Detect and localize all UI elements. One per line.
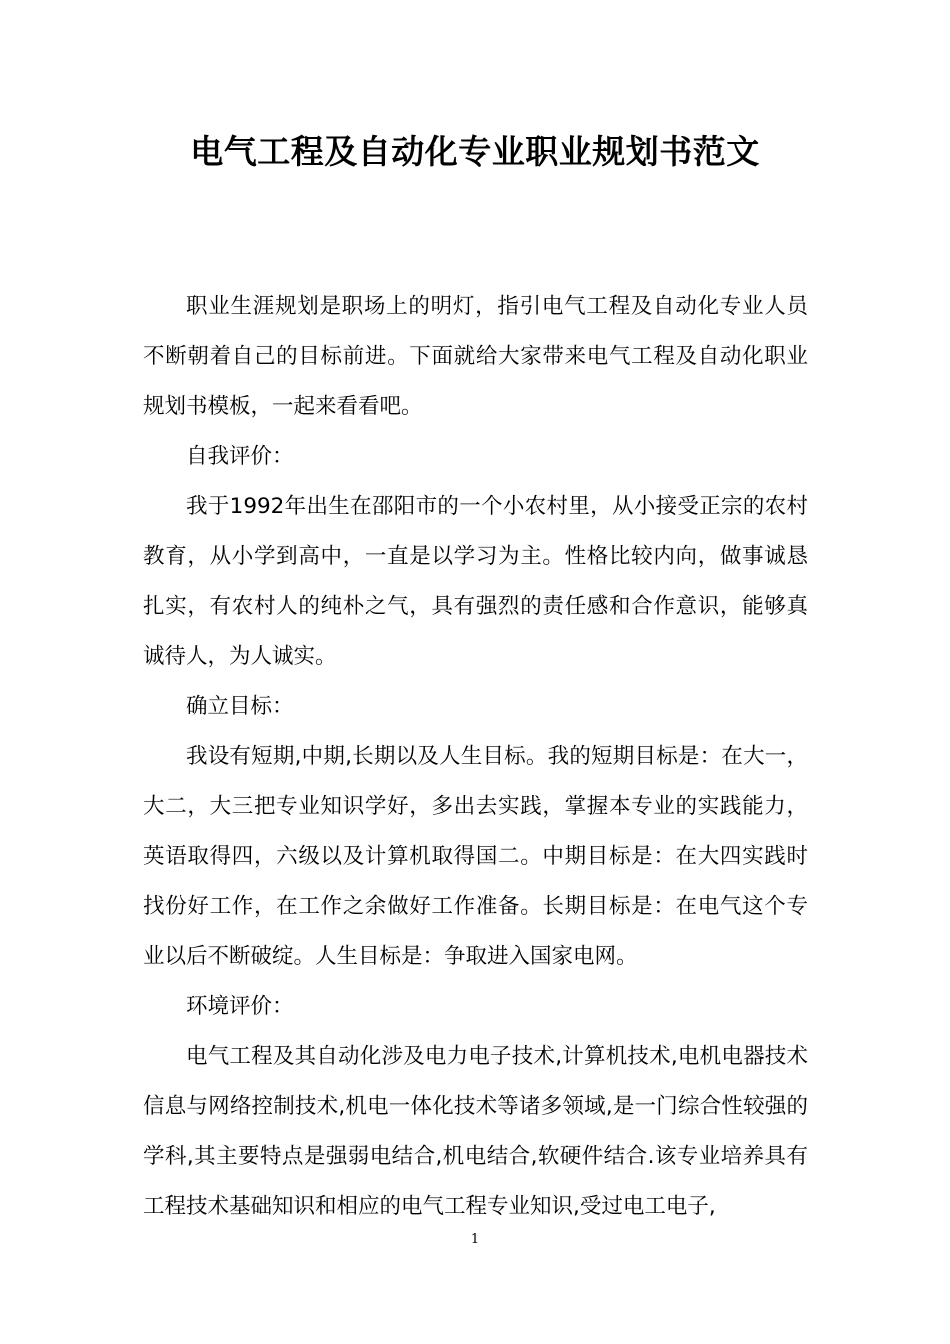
paragraph-self-evaluation: 我于1992年出生在邵阳市的一个小农村里，从小接受正宗的农村教育，从小学到高中，一直是以学习为主。性格比较内向，做事诚恳扎实，有农村人的纯朴之气，具有强烈的责任感和合作意识，能够真诚待人，为人诚实。	[143, 494, 808, 669]
heading-self-evaluation: 自我评价：	[186, 444, 294, 469]
paragraph-goals: 我设有短期,中期,长期以及人生目标。我的短期目标是：在大一，大二，大三把专业知识学好，多出去实践，掌握本专业的实践能力，英语取得四，六级以及计算机取得国二。中期目标是：在大四实践时找份好工作，在工作之余做好工作准备。长期目标是：在电气这个专业以后不断破绽。人生目标是：争取进入国家电网。	[143, 744, 808, 969]
paragraph-environment: 电气工程及其自动化涉及电力电子技术,计算机技术,电机电器技术信息与网络控制技术,机电一体化技术等诸多领域,是一门综合性较强的学科,其主要特点是强弱电结合,机电结合,软硬件结合.该专业培养具有工程技术基础知识和相应的电气工程专业知识,受过电工电子,	[143, 1044, 808, 1219]
paragraph-intro: 职业生涯规划是职场上的明灯，指引电气工程及自动化专业人员不断朝着自己的目标前进。下面就给大家带来电气工程及自动化职业规划书模板，一起来看看吧。	[143, 294, 808, 419]
document-title: 电气工程及自动化专业职业规划书范文	[190, 132, 760, 171]
page-number: 1	[470, 1232, 480, 1247]
heading-environment-evaluation: 环境评价：	[186, 994, 294, 1019]
heading-set-goals: 确立目标：	[186, 694, 294, 719]
document-body	[143, 282, 808, 1232]
